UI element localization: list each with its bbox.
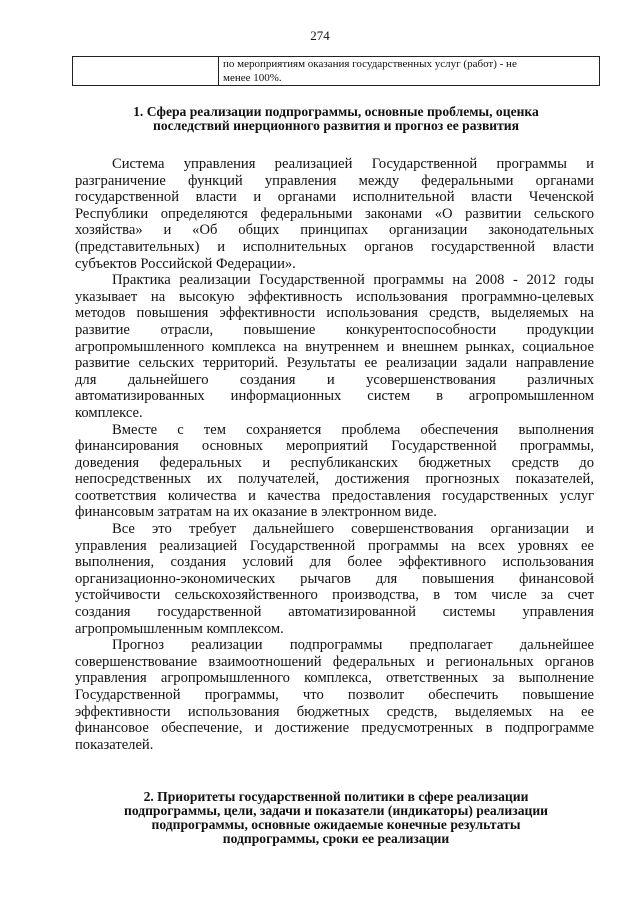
- paragraph-line: создания государственной автоматизированной системы управления: [75, 604, 594, 621]
- table-cell-text: [219, 57, 600, 86]
- paragraph-line: совершенствование взаимоотношений федеральных и региональных органов: [75, 653, 594, 670]
- heading-line: подпрограммы, основные ожидаемые конечные результаты: [151, 817, 521, 832]
- paragraph-line: соответствия количества и качества предоставления государственных услуг: [75, 487, 594, 504]
- paragraph-line: показателей.: [75, 736, 154, 753]
- paragraph-line: агропромышленным комплексом.: [75, 620, 284, 637]
- paragraph-line: субъектов Российской Федерации».: [75, 255, 296, 272]
- section-2-heading: [96, 790, 576, 846]
- paragraph: [75, 156, 594, 272]
- paragraph: [75, 272, 594, 421]
- paragraph-line: управления реализацией Государственной программы на всех уровнях ее: [75, 537, 594, 554]
- heading-line: подпрограммы, сроки ее реализации: [222, 831, 450, 846]
- paragraph-line: Республики определяются федеральными законами «О развитии сельского: [75, 205, 594, 222]
- paragraph-line: Государственной программы, что позволит обеспечить повышение: [75, 687, 594, 703]
- paragraph-line: Вместе с тем сохраняется проблема обеспечения выполнения: [112, 421, 594, 438]
- paragraph: [75, 422, 594, 522]
- paragraph-line: автоматизированных информационных систем в агропромышленном: [75, 388, 594, 405]
- body-text: [75, 156, 594, 753]
- paragraph-line: непосредственных их получателей, достижения прогнозных показателей,: [75, 471, 594, 488]
- heading-line: подпрограммы, цели, задачи и показатели (индикаторы) реализации: [123, 803, 549, 818]
- table-cell-empty: [73, 57, 219, 86]
- paragraph-line: указывает на высокую эффективность использования программно-целевых: [75, 288, 594, 305]
- page-number: 274: [310, 28, 330, 43]
- paragraph: [75, 637, 594, 753]
- heading-line: последствий инерционного развития и прогноз ее развития: [152, 118, 519, 133]
- section-1-heading: [96, 105, 576, 133]
- paragraph-line: методов повышения эффективности использования средств, выделяемых на: [75, 305, 594, 322]
- paragraph-line: развитие отрасли, повышение конкурентоспособности продукции: [75, 321, 594, 338]
- paragraph-line: выполнения, создания условий для более эффективного использования: [75, 554, 594, 571]
- paragraph-line: финансовым затратам на их оказание в электронном виде.: [75, 504, 437, 521]
- paragraph-line: доведения федеральных и республиканских бюджетных средств до: [75, 454, 594, 471]
- table-cell-line: по мероприятиям оказания государственных услуг (работ) - не: [223, 58, 517, 70]
- paragraph-line: агропромышленного комплекса на внутреннем и внешнем рынках, социальное: [75, 338, 594, 355]
- paragraph-line: (представительных) и исполнительных органов государственной власти: [75, 238, 594, 255]
- paragraph-line: эффективности использования бюджетных средств, выделяемых на ее: [75, 703, 594, 720]
- paragraph-line: комплексе.: [75, 404, 143, 421]
- paragraph-line: государственной власти и органами исполнительной власти Чеченской: [75, 189, 594, 206]
- paragraph-line: организационно-экономических рычагов для повышения финансовой: [75, 570, 594, 587]
- paragraph-line: Практика реализации Государственной программы на 2008 - 2012 годы: [112, 272, 594, 289]
- heading-line: 2. Приоритеты государственной политики в сфере реализации: [143, 789, 529, 804]
- heading-line: 1. Сфера реализации подпрограммы, основные проблемы, оценка: [133, 104, 539, 119]
- paragraph-line: управления агропромышленного комплекса, ответственных за выполнение: [75, 670, 594, 687]
- paragraph-line: разграничение функций управления между федеральными органами: [75, 172, 594, 189]
- paragraph-line: Все это требует дальнейшего совершенствования организации и: [112, 521, 594, 538]
- paragraph-line: Прогноз реализации подпрограммы предполагает дальнейшее: [112, 637, 594, 654]
- table-cell-line: менее 100%.: [223, 72, 282, 84]
- continuation-table: [72, 56, 600, 86]
- table-row: [73, 57, 600, 86]
- paragraph-line: хозяйства» и «Об общих принципах организации законодательных: [75, 222, 594, 239]
- paragraph-line: финансирования основных мероприятий Государственной программы,: [75, 438, 594, 455]
- paragraph-line: устойчивости сельскохозяйственного производства, в том числе за счет: [75, 587, 594, 604]
- paragraph-line: для дальнейшего создания и усовершенствования различных: [75, 371, 594, 388]
- paragraph-line: финансовое обеспечение, и достижение предусмотренных в подпрограмме: [75, 720, 594, 737]
- paragraph-line: Система управления реализацией Государственной программы и: [112, 156, 594, 172]
- paragraph-line: развитие сельских территорий. Результаты ее реализации задали направление: [75, 355, 594, 372]
- paragraph: [75, 521, 594, 637]
